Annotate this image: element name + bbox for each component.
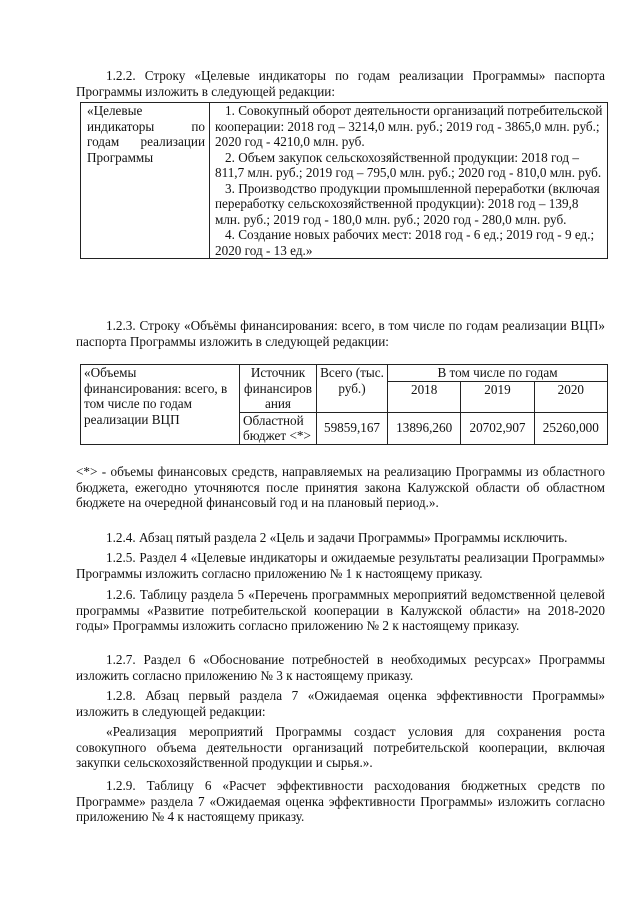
target-item-4: 4. Создание новых рабочих мест: 2018 год - 6 ед.; 2019 год - 9 ед.; 2020 год - 13 ед.» xyxy=(215,227,595,258)
total-header: Всего (тыс. руб.) xyxy=(317,365,388,413)
paragraph-1-2-7: 1.2.7. Раздел 6 «Обоснование потребностей в необходимых ресурсах» Программы изложить согласно приложению № 3 к настоящему приказу. xyxy=(76,652,605,683)
paragraph-1-2-3: 1.2.3. Строку «Объёмы финансирования: всего, в том числе по годам реализации ВЦП» паспорта Программы изложить в следующей редакции: xyxy=(76,318,605,349)
paragraph-1-2-6: 1.2.6. Таблицу раздела 5 «Перечень программных мероприятий ведомственной целевой программы «Развитие потребительской кооперации в Калужской области» на 2018-2020 годы» Программы изложить согласно приложению № 2 к настоящему приказу. xyxy=(76,587,605,633)
value-2018-cell: 13896,260 xyxy=(388,412,461,444)
paragraph-1-2-9: 1.2.9. Таблицу 6 «Расчет эффективности расходования бюджетных средств по Программе» раздела 7 «Ожидаемая оценка эффективности Программы» изложить согласно приложению № 4 к настоящему приказу. xyxy=(76,778,605,824)
year-2018-header: 2018 xyxy=(388,381,461,412)
total-cell: 59859,167 xyxy=(317,412,388,444)
financing-label-cell: «Объемы финансирования: всего, в том числе по годам реализации ВЦП xyxy=(81,365,240,445)
source-cell: Областной бюджет <*> xyxy=(240,412,317,444)
paragraph-1-2-2: 1.2.2. Строку «Целевые индикаторы по годам реализации Программы» паспорта Программы изложить в следующей редакции: xyxy=(76,68,605,99)
source-header: Источник финансиров ания xyxy=(240,365,317,413)
targets-values-cell xyxy=(210,103,608,259)
paragraph-quote: «Реализация мероприятий Программы создаст условия для сохранения роста совокупного объема деятельности организаций потребительской кооперации, включая закупки сельскохозяйственной продукции и сырья.». xyxy=(76,724,605,770)
year-2019-header: 2019 xyxy=(461,381,534,412)
target-item-1: 1. Совокупный оборот деятельности организаций потребительской кооперации: 2018 год – 3214,0 млн. руб.; 2019 год - 3865,0 млн. руб.; 2020 год - 4210,0 млн. руб. xyxy=(215,103,603,149)
target-item-3: 3. Производство продукции промышленной переработки (включая переработку сельскохозяйственной продукции): 2018 год – 139,8 млн. руб.; 2019 год - 180,0 млн. руб.; 2020 год - 280,0 млн. руб. xyxy=(215,180,600,227)
target-item-2: 2. Объем закупок сельскохозяйственной продукции: 2018 год – 811,7 млн. руб.; 2019 год – 795,0 млн. руб.; 2020 год - 810,0 млн. руб. xyxy=(215,149,602,180)
paragraph-1-2-5: 1.2.5. Раздел 4 «Целевые индикаторы и ожидаемые результаты реализации Программы» Программы изложить согласно приложению № 1 к настоящему приказу. xyxy=(76,550,605,581)
year-2020-header: 2020 xyxy=(534,381,607,412)
value-2019-cell: 20702,907 xyxy=(461,412,534,444)
targets-label-cell: «Целевые индикаторы по годам реализации Программы xyxy=(81,103,210,259)
targets-table xyxy=(80,102,608,259)
financing-table xyxy=(80,364,608,445)
paragraph-1-2-4: 1.2.4. Абзац пятый раздела 2 «Цель и задачи Программы» Программы исключить. xyxy=(106,530,568,545)
value-2020-cell: 25260,000 xyxy=(534,412,607,444)
years-header: В том числе по годам xyxy=(388,365,608,382)
paragraph-1-2-8: 1.2.8. Абзац первый раздела 7 «Ожидаемая оценка эффективности Программы» изложить в следующей редакции: xyxy=(76,688,605,719)
footnote: <*> - объемы финансовых средств, направляемых на реализацию Программы из областного бюджета, ежегодно уточняются после принятия закона Калужской области об областном бюджете на очередной финансовый год и на плановый период.». xyxy=(76,464,605,510)
